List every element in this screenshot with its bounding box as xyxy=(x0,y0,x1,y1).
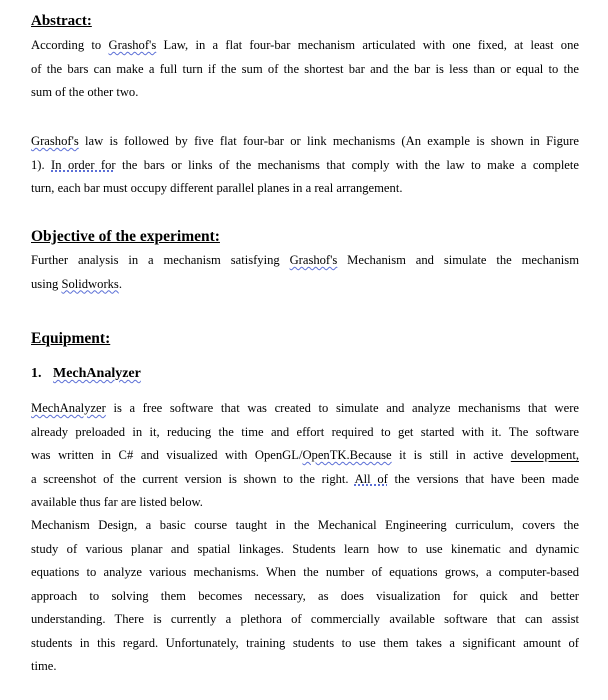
subheading-title: MechAnalyzer xyxy=(53,366,141,381)
objective-paragraph xyxy=(31,249,579,296)
text-line: Mechanism Design, a basic course taught in the Mechanical Engineering curriculum, covers the xyxy=(31,518,579,532)
equipment-paragraph-1 xyxy=(31,397,579,515)
text-line: understanding. There is currently a plethora of commercially available software that can assist xyxy=(31,612,579,626)
text-line: a screenshot of the current version is shown to the right. All of the versions that have been made xyxy=(31,471,579,486)
text-line: time. xyxy=(31,659,57,673)
text-line: 1). In order for the bars or links of the mechanisms that comply with the law to make a complete xyxy=(31,157,579,172)
text-line: MechAnalyzer is a free software that was created to simulate and analyze mechanisms that were xyxy=(31,401,579,415)
text-line: turn, each bar must occupy different parallel planes in a real arrangement. xyxy=(31,181,403,195)
text-line: students in this regard. Unfortunately, training students to use them takes a significant amount of xyxy=(31,635,579,650)
text-line: According to Grashof's Law, in a flat four-bar mechanism articulated with one fixed, at least one xyxy=(31,38,579,52)
objective-heading: Objective of the experiment: xyxy=(31,228,220,245)
abstract-paragraph-2 xyxy=(31,130,579,201)
text-line: using Solidworks. xyxy=(31,276,122,291)
text-line: available thus far are listed below. xyxy=(31,495,203,509)
text-line: Grashof's law is followed by five flat four-bar or link mechanisms (An example is shown in Figure xyxy=(31,134,579,148)
abstract-heading: Abstract: xyxy=(31,13,92,29)
text-line: approach to solving them becomes necessary, as does visualization for quick and better xyxy=(31,588,579,603)
text-line: equations to analyze various mechanisms. When the number of equations grows, a computer-based xyxy=(31,565,579,579)
equipment-paragraph-2 xyxy=(31,514,579,679)
equipment-subheading xyxy=(31,366,141,382)
text-line: already preloaded in it, reducing the time and effort required to get started with it. The software xyxy=(31,424,579,439)
equipment-heading: Equipment: xyxy=(31,330,111,347)
text-line: was written in C# and visualized with OpenGL/OpenTK.Because it is still in active development, xyxy=(31,448,579,462)
text-line: of the bars can make a full turn if the sum of the shortest bar and the bar is less than or equal to the xyxy=(31,61,579,76)
abstract-paragraph-1 xyxy=(31,34,579,105)
text-line: Further analysis in a mechanism satisfying Grashof's Mechanism and simulate the mechanism xyxy=(31,253,579,267)
subheading-number: 1. xyxy=(31,366,42,381)
text-line: study of various planar and spatial linkages. Students learn how to use kinematic and dynamic xyxy=(31,541,579,556)
text-line: sum of the other two. xyxy=(31,85,139,99)
